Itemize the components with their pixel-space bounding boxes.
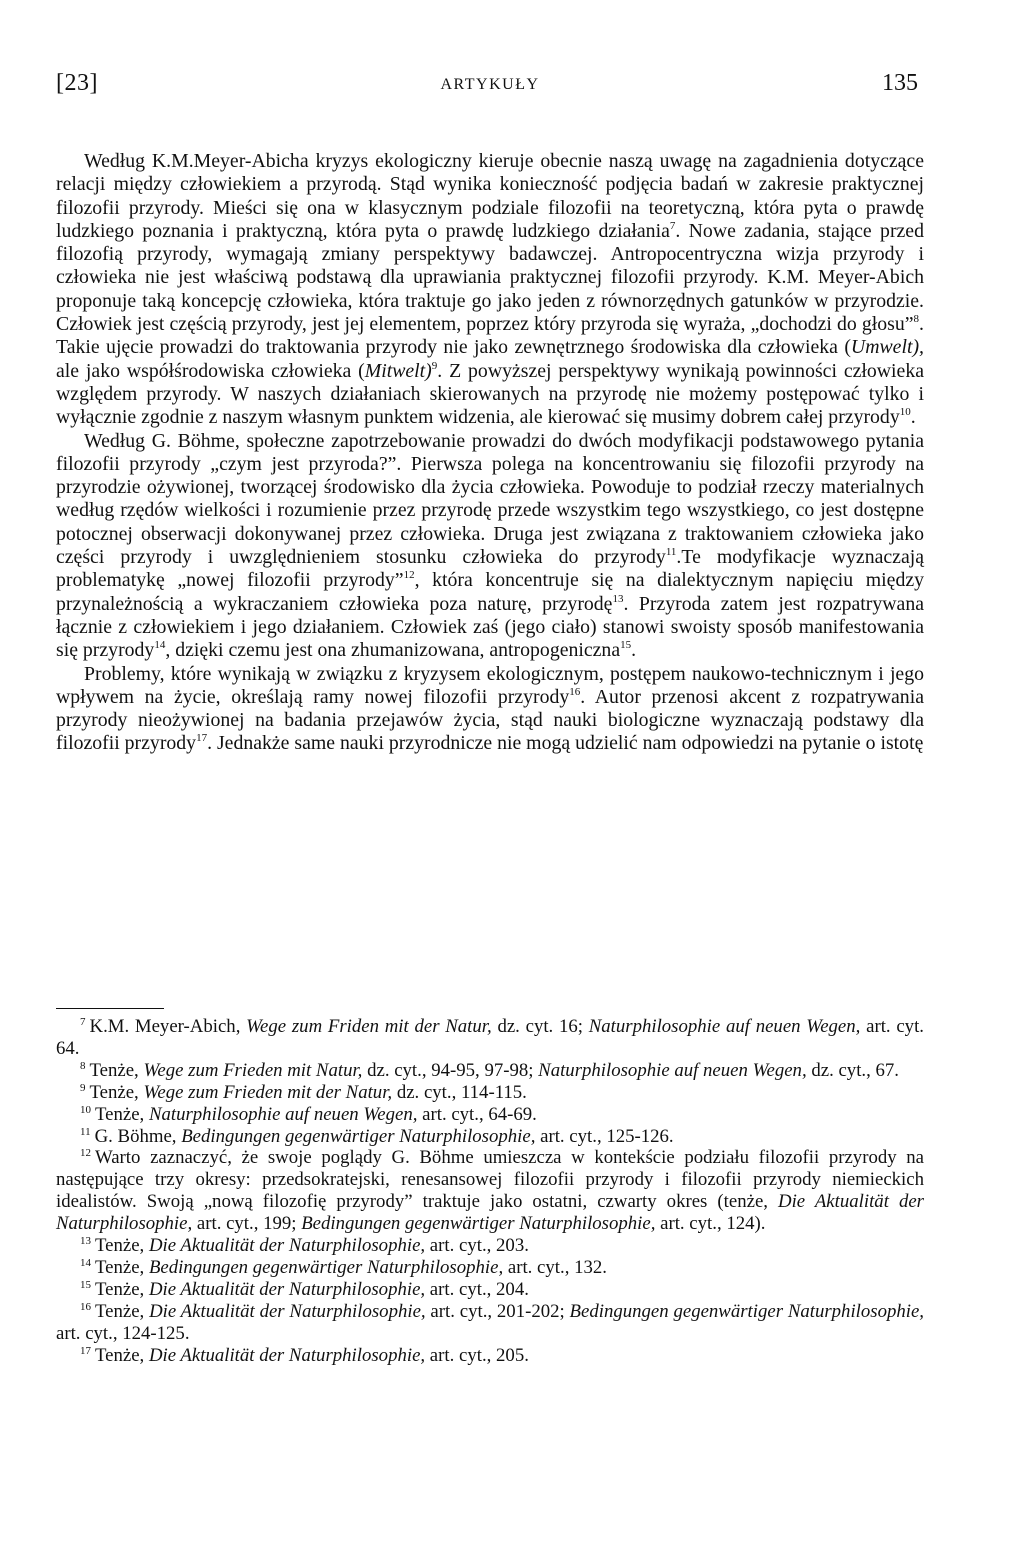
text-run: . Z powyższej perspektywy wynikają powinności człowieka względem przyrody. W naszych działaniach skierowanych na przyrodę nie możemy postępować tylko i wyłącznie zgodnie z naszym własnym punktem widzenia, ale kierować się musimy dobrem całej przyrody xyxy=(56,359,924,429)
text-run: Problemy, które wynikają w związku z kryzysem ekologicznym, postępem naukowo-technicznym i jego wpływem na życie, określają ramy nowej filozofii przyrody xyxy=(56,662,924,708)
footnote-12 xyxy=(56,1147,924,1235)
italic-title: Bedingungen gegenwärtiger Naturphilosophie, xyxy=(181,1125,536,1147)
text-run: art. cyt., 199; xyxy=(192,1213,302,1235)
text-run: , dzięki czemu jest ona zhumanizowana, antropogeniczna xyxy=(165,639,621,662)
footnote-11 xyxy=(56,1126,924,1148)
text-run: . Takie ujęcie prowadzi do traktowania przyrody nie jako zewnętrznego środowiska dla człowieka ( xyxy=(56,313,924,359)
footnotes xyxy=(56,1016,924,1367)
footnote-number: 16 xyxy=(80,1300,91,1313)
footnote-8 xyxy=(56,1060,924,1082)
paragraph-2 xyxy=(56,430,924,663)
text-run: K.M. Meyer-Abich, xyxy=(89,1016,247,1037)
text-run: Według K.M.Meyer-Abicha kryzys ekologiczny kieruje obecnie naszą uwagę na zagadnienia dotyczące relacji między człowiekiem a przyrodą. Stąd wynika konieczność podjęcia badań w zakresie praktycznej filozofii przyrody. Mieści się ona w klasycznym podziale filozofii na teoretyczną, która pyta o prawdę ludzkiego poznania i praktyczną, która pyta o prawdę ludzkiego działania xyxy=(56,150,924,242)
footnote-number: 17 xyxy=(80,1344,91,1357)
italic-term: Umwelt), xyxy=(850,336,924,359)
footnote-ref: 15 xyxy=(620,639,632,652)
text-run: Tenże, xyxy=(95,1103,149,1125)
issue-number: [23] xyxy=(56,70,98,96)
paragraph-1 xyxy=(56,150,924,430)
footnote-ref: 17 xyxy=(196,732,208,745)
text-run: . xyxy=(910,406,916,429)
italic-title: Bedingungen gegenwärtiger Naturphilosophie, xyxy=(301,1213,656,1235)
running-header xyxy=(56,70,924,102)
document-page xyxy=(56,0,924,1553)
text-run: Według G. Böhme, społeczne zapotrzebowanie prowadzi do dwóch modyfikacji podstawowego pytania filozofii przyrody „czym jest przyroda?”. Pierwsza polega na koncentrowaniu się filozofii przyrody na przyrodzie ożywionej, tworzącej środowisko dla życia człowieka. Powoduje to podział rzeczy materialnych według rzędów wielkości i rozumienie przez przyrodę przede wszystkim tego wszystkiego, co jest dostępne potocznej obserwacji dokonywanej przez człowieka. Druga jest związana z traktowaniem człowieka jako części przyrody i uwzględnieniem stosunku człowieka do przyrody xyxy=(56,429,924,569)
footnote-ref: 10 xyxy=(899,406,911,419)
footnote-ref: 8 xyxy=(913,313,920,326)
text-run: . xyxy=(631,639,637,662)
footnote-9 xyxy=(56,1082,924,1104)
text-run: art. cyt., 124-125. xyxy=(56,1322,190,1344)
text-run: art. cyt., 205. xyxy=(425,1344,529,1366)
text-run: Tenże, xyxy=(95,1256,149,1278)
text-run: . Nowe zadania, stające przed filozofią przyrody, wymagają zmiany perspektywy badawczej. Antropocentryczna wizja przyrody i człowieka nie jest właściwą podstawą dla uprawiania praktycznej filozofii przyrody. K.M. Meyer-Abich proponuje taką koncepcję człowieka, która traktuje go jako jeden z równorzędnych gatunków w przyrodzie. Człowiek jest częścią przyrody, jest jej elementem, poprzez który przyroda się wyraża, „dochodzi do głosu” xyxy=(56,219,924,336)
text-run: dz. cyt. 16; xyxy=(491,1016,589,1037)
main-text xyxy=(56,150,924,756)
text-run: . Autor przenosi akcent z rozpatrywania przyrody nieożywionej na badania przejawów życia, stąd nauki biologiczne wyznaczają podstawy dla filozofii przyrody xyxy=(56,685,924,755)
footnote-10 xyxy=(56,1104,924,1126)
text-run: Tenże, xyxy=(95,1235,149,1257)
text-run: art. cyt., 204. xyxy=(425,1278,529,1300)
footnote-number: 7 xyxy=(80,1016,86,1028)
text-run: dz. cyt., 67. xyxy=(806,1059,899,1081)
text-run: G. Böhme, xyxy=(94,1125,182,1147)
footnote-17 xyxy=(56,1345,924,1367)
italic-title: Naturphilosophie auf neuen Wegen, xyxy=(148,1103,418,1125)
footnote-16 xyxy=(56,1301,924,1345)
paragraph-3 xyxy=(56,663,924,756)
italic-title: Die Aktualität der Naturphilosophie, xyxy=(148,1235,426,1257)
footnote-15 xyxy=(56,1279,924,1301)
footnote-ref: 16 xyxy=(569,685,581,698)
text-run: art. cyt., 125-126. xyxy=(535,1125,674,1147)
italic-title: Naturphilosophie auf neuen Wegen, xyxy=(538,1059,807,1081)
footnote-number: 15 xyxy=(80,1278,91,1291)
footnote-ref: 7 xyxy=(669,219,676,232)
text-run: Tenże, xyxy=(89,1059,144,1081)
text-run: Tenże, xyxy=(95,1300,150,1322)
footnote-ref: 9 xyxy=(431,359,438,372)
italic-title: Bedingungen gegenwärtiger Naturphilosophie, xyxy=(148,1256,504,1278)
text-run: art. cyt., 203. xyxy=(425,1235,529,1257)
italic-title: Naturphilosophie auf neuen Wegen, xyxy=(588,1016,861,1037)
text-run: Warto zaznaczyć, że swoje poglądy G. Böhme umieszcza w kontekście podziału filozofii przyrody na następujące trzy okresy: przedsokratejski, renesansowej filozofii przyrody i filozofii przyrody niemieckich idealistów. Swoją „nową filozofię przyrody” traktuje jako ostatni, czwarty okres (tenże, xyxy=(56,1147,924,1213)
footnote-number: 11 xyxy=(80,1125,91,1138)
text-run: art. cyt., 124). xyxy=(655,1213,766,1235)
italic-title: Wege zum Frieden mit Natur, xyxy=(143,1059,363,1081)
text-run: dz. cyt., 94-95, 97-98; xyxy=(362,1059,539,1081)
text-run: art. cyt. 64. xyxy=(56,1016,924,1059)
text-run: ale jako współśrodowiska człowieka ( xyxy=(56,359,365,382)
footnote-14 xyxy=(56,1257,924,1279)
text-run: .Te modyfikacje wyznaczają problematykę „nowej filozofii przyrody” xyxy=(56,546,925,592)
footnote-ref: 11 xyxy=(665,546,677,559)
italic-title: Bedingungen gegenwärtiger Naturphilosophie, xyxy=(569,1300,924,1322)
footnote-number: 8 xyxy=(80,1059,86,1072)
text-run: Tenże, xyxy=(95,1278,149,1300)
italic-title: Die Aktualität der Naturphilosophie, xyxy=(148,1344,426,1366)
text-run: art. cyt., 132. xyxy=(503,1256,607,1278)
italic-title: Wege zum Friden mit der Natur, xyxy=(246,1016,492,1037)
text-run: dz. cyt., 114-115. xyxy=(392,1081,527,1103)
italic-title: Die Aktualität der Naturphilosophie, xyxy=(148,1278,426,1300)
footnote-ref: 12 xyxy=(403,569,415,582)
text-run: art. cyt., 64-69. xyxy=(417,1103,537,1125)
text-run: art. cyt., 201-202; xyxy=(425,1300,570,1322)
footnote-divider xyxy=(56,1008,164,1009)
footnote-ref: 14 xyxy=(154,639,166,652)
section-title: ARTYKUŁY xyxy=(440,76,540,93)
footnote-number: 14 xyxy=(80,1256,91,1269)
italic-title: Wege zum Frieden mit der Natur, xyxy=(143,1081,393,1103)
footnote-13 xyxy=(56,1235,924,1257)
text-run: Tenże, xyxy=(89,1081,144,1103)
footnote-number: 12 xyxy=(80,1147,91,1160)
page-number: 135 xyxy=(882,70,918,96)
text-run: . Jednakże same nauki przyrodnicze nie mogą udzielić nam odpowiedzi na pytanie o istotę xyxy=(207,732,924,755)
italic-term: Mitwelt) xyxy=(364,359,432,382)
italic-title: Die Aktualität der Naturphilosophie, xyxy=(56,1191,924,1235)
text-run: . Przyroda zatem jest rozpatrywana łącznie z człowiekiem i jego działaniem. Człowiek zaś (jego ciało) stanowi swoisty sposób manifestowania się przyrody xyxy=(56,592,924,662)
footnote-number: 9 xyxy=(80,1081,86,1094)
footnote-ref: 13 xyxy=(612,592,624,605)
footnote-number: 13 xyxy=(80,1235,91,1248)
footnote-number: 10 xyxy=(80,1103,91,1116)
footnote-7 xyxy=(56,1016,924,1060)
text-run: Tenże, xyxy=(95,1344,149,1366)
text-run: , która koncentruje się na dialektycznym napięciu między przynależnością a wykraczaniem człowieka poza naturę, przyrodę xyxy=(56,569,925,615)
italic-title: Die Aktualität der Naturphilosophie, xyxy=(149,1300,426,1322)
